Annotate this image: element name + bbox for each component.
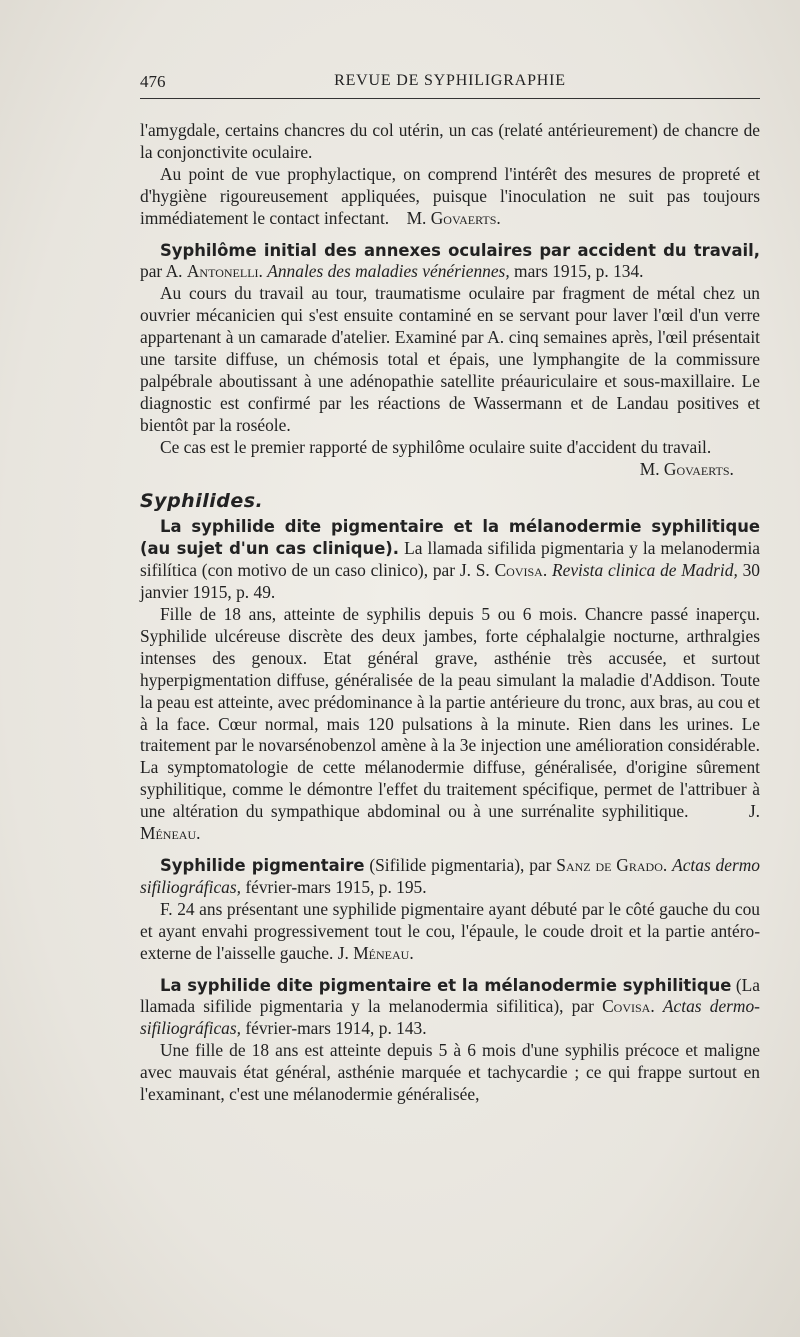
signature-initial: M.	[639, 458, 660, 479]
article-spanish-title: (La llamada sifilide pigmentaria y la melanodermia sifilitica), par	[140, 974, 760, 1017]
article-b-paragraph-2: Ce cas est le premier rapporté de syphilôme oculaire suite d'accident du travail.	[160, 436, 712, 457]
article-date: mars 1915, p. 134.	[514, 261, 644, 282]
article-by: par A.	[140, 261, 183, 282]
article-a-paragraph	[140, 164, 760, 230]
article-c-text: Fille de 18 ans, atteinte de syphilis depuis 5 ou 6 mois. Chancre passé inaperçu. Syphilide ulcéreuse discrète des deux jambes, forte céphalalgie nocturne, arthralgies intenses des genoux. Etat général grave, asthénie très accusée, et surtout hyperpigmentation diffuse, généralisée de la peau simulant la maladie d'Addison. Toute la peau est atteinte, avec prédominance à la partie antérieure du tronc, aux bras, au cou et à la face. Cœur normal, mais 120 pulsations à la minute. Rien dans les urines. Le traitement par le novarsénobenzol amène à la 3e injection une amélioration considérable. La symptomatologie de cette mélanodermie diffuse, généralisée, d'origine sûrement syphilitique, comme le démontre l'effet du traitement spécifique, permet de l'attribuer à une altération du sympathique abdominal ou à une surrénalite syphilitique.	[140, 604, 760, 822]
article-d-paragraph	[140, 899, 760, 965]
page-number: 476	[140, 72, 166, 91]
signature-initial: M.	[406, 207, 427, 228]
article-b-citation	[140, 240, 760, 284]
article-b-signature	[140, 459, 760, 481]
article-e-citation	[140, 975, 760, 1041]
article-title: La syphilide dite pigmentaire et la mélanodermie syphilitique (au sujet d'un cas clinique).	[140, 517, 760, 559]
article-a-text: Au point de vue prophylactique, on comprend l'intérêt des mesures de propreté et d'hygiène rigoureusement appliquées, puisque l'inoculation ne suit pas toujours immédiatement le contact infectant.	[140, 163, 760, 228]
article-author: Covisa.	[602, 996, 655, 1017]
signature-name: Méneau.	[140, 823, 201, 844]
article-d-citation	[140, 855, 760, 899]
journal-title: REVUE DE SYPHILIGRAPHIE	[334, 72, 566, 89]
article-author: Antonelli.	[186, 261, 263, 282]
article-b-paragraph-1: Au cours du travail au tour, traumatisme oculaire par fragment de métal chez un ouvrier mécanicien qui s'est ensuite contaminé en se servant pour laver l'œil d'un verre appartenant à un camarade d'atelier. Examiné par A. cinq semaines après, l'œil présentait une tarsite diffuse, un chémosis total et épais, une lymphangite de la commissure palpébrale aboutissant à une adénopathie satellite préauriculaire et sous-maxillaire. Le diagnostic est confirmé par les réactions de Wassermann et de Landau positives et bientôt par la roséole.	[140, 283, 760, 435]
article-spanish-title: (Sifilide pigmentaria), par	[369, 855, 552, 875]
article-title: La syphilide dite pigmentaire et la mélanodermie syphilitique	[160, 975, 732, 995]
article-author: Sanz de Grado.	[556, 855, 668, 875]
article-date: 30 janvier 1915, p. 49.	[140, 560, 760, 603]
continuation-text: l'amygdale, certains chancres du col utérin, un cas (relaté antérieurement) de chancre de la conjonctivite oculaire.	[140, 120, 760, 162]
article-source: Actas dermo sifiliográficas,	[140, 855, 760, 897]
body-text	[140, 120, 760, 1106]
article-date: février-mars 1914, p. 143.	[245, 1018, 427, 1039]
signature-name: Govaerts.	[430, 207, 501, 228]
article-date: février-mars 1915, p. 195.	[245, 876, 427, 897]
article-e-paragraph: Une fille de 18 ans est atteinte depuis 5 à 6 mois d'une syphilis précoce et maligne avec mauvais état général, asthénie marquée et tachycardie ; ce qui frappe surtout en l'examinant, c'est une mélanodermie généralisée,	[140, 1040, 760, 1105]
signature-initial: J.	[337, 942, 349, 963]
article-c-paragraph	[140, 604, 760, 845]
article-source: Annales des maladies vénériennes,	[267, 261, 510, 282]
article-spanish-title: La llamada sifilida pigmentaria y la melanodermia sifilítica (con motivo de un caso clinico), par J. S.	[140, 538, 760, 581]
running-head	[140, 68, 760, 99]
signature-name: Govaerts.	[663, 458, 734, 479]
article-source: Revista clinica de Madrid,	[551, 560, 738, 581]
signature-initial: J.	[748, 801, 761, 822]
article-d-text: F. 24 ans présentant une syphilide pigmentaire ayant débuté par le côté gauche du cou et ayant envahi progressivement tout le cou, l'épaule, le coude droit et la partie antéro-externe de l'aisselle gauche.	[140, 898, 760, 963]
article-title: Syphilôme initial des annexes oculaires par accident du travail,	[160, 240, 760, 260]
section-heading: Syphilides.	[140, 489, 264, 512]
signature-name: Méneau.	[353, 942, 414, 963]
article-author: Covisa.	[494, 560, 548, 581]
article-source: Actas dermo-sifiliográficas,	[140, 996, 760, 1039]
article-c-citation	[140, 516, 760, 604]
article-title: Syphilide pigmentaire	[160, 856, 365, 875]
